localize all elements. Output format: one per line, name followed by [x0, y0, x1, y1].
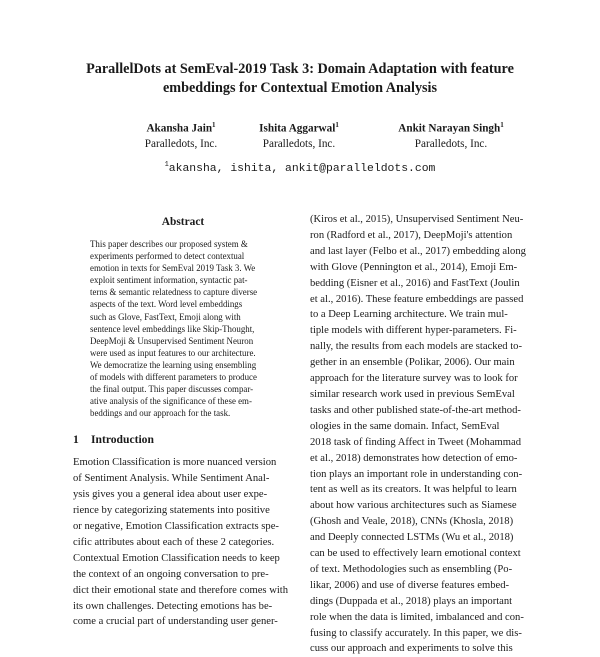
body-line: role when the data is limited, imbalanced and con- [310, 611, 524, 623]
body-line: of text. Methodologies such as ensembling (Po- [310, 563, 513, 575]
body-line: fusing to classify accurately. In this paper, we dis- [310, 627, 522, 639]
right-column [310, 212, 534, 657]
body-line: to a Deep Learning architecture. We train mul- [310, 309, 508, 321]
abstract-line: were used as input features to our architecture. [90, 347, 256, 358]
intro-line: dict their emotional state and therefore comes with [73, 584, 289, 596]
abstract-line: sentence level embeddings like Skip-Thought, [90, 323, 255, 334]
intro-line: Emotion Classification is more nuanced version [73, 457, 277, 469]
body-line: tasks and other published state-of-the-art method- [310, 404, 521, 416]
abstract-line: ative analysis of the significance of these em- [90, 396, 252, 407]
title-line: embeddings for Contextual Emotion Analysis [162, 80, 438, 96]
author-affiliation: Paralledots, Inc. [414, 137, 488, 150]
abstract-line: This paper describes our proposed system & [90, 239, 248, 249]
abstract-line: emotion in texts for SemEval 2019 Task 3. We [90, 263, 256, 274]
intro-line: the context of an ongoing conversation to pre- [73, 568, 269, 580]
abstract-line: We democratize the learning using ensembling [90, 359, 257, 370]
author-block [219, 118, 379, 152]
body-line: 2018 task of finding Affect in Tweet (Mohammad [310, 436, 521, 448]
body-line: et al., 2018) demonstrates how detection of emo- [310, 452, 518, 464]
abstract-line: experiments performed to detect contextual [90, 251, 245, 262]
abstract-line: aspects of the text. Word level embeddings [90, 299, 243, 310]
author-name: Akansha Jain$^1$ [146, 121, 216, 135]
intro-line: ysis gives you a general idea about user expe- [73, 489, 268, 501]
abstract-line: terns & semantic relatedness to capture diverse [90, 287, 258, 298]
intro-line: cific attributes about each of these 2 categories. [73, 536, 275, 548]
abstract-heading: Abstract [161, 216, 205, 228]
intro-line: or negative, Emotion Classification extracts spe- [73, 521, 279, 533]
author-block [371, 118, 531, 152]
author-affiliation: Paralledots, Inc. [144, 137, 218, 150]
intro-line: come a crucial part of understanding user gener- [73, 616, 278, 628]
author-name: Ankit Narayan Singh$^1$ [398, 121, 504, 135]
body-line: gether in an ensemble (Polikar, 2006). Our main [310, 357, 515, 369]
section-heading [73, 433, 293, 447]
section-number: 1 [73, 433, 79, 447]
abstract-line: such as Glove, FastText, Emoji along with [90, 311, 241, 322]
intro-line: its own challenges. Detecting emotions has be- [73, 600, 273, 612]
abstract-line: of models with different parameters to produce [90, 372, 257, 383]
abstract-line: DeepMoji & Unsupervised Sentiment Neuron [90, 335, 254, 346]
body-line: tent as well as its creators. It was helpful to learn [310, 484, 517, 496]
body-line: with Glove (Pennington et al., 2014), Emoji Em- [310, 261, 518, 273]
paper-title [60, 60, 540, 98]
body-line: and last layer (Felbo et al., 2017) embedding along [310, 245, 526, 257]
body-line: ologies in the same domain. Infact, SemEval [310, 420, 500, 432]
abstract-line: beddings and our approach for the task. [90, 408, 231, 419]
body-line: nally, the results from each models are stacked to- [310, 341, 522, 353]
introduction-text [73, 455, 293, 630]
intro-line: Contextual Emotion Classification needs to keep [73, 552, 280, 564]
author-emails: $^1$akansha, ishita, ankit@paralleldots.com [164, 161, 436, 175]
body-line: can be used to effectively learn emotional context [310, 548, 521, 560]
section-title: Introduction [91, 433, 154, 447]
author-affiliation: Paralledots, Inc. [262, 137, 336, 150]
intro-line: of Sentiment Analysis. While Sentiment Anal- [73, 473, 270, 485]
intro-line: rience by categorizing statements into positive [73, 505, 270, 517]
author-name: Ishita Aggarwal$^1$ [259, 121, 339, 135]
body-line: bedding (Eisner et al., 2016) and FastText (Joulin [310, 277, 520, 289]
body-line: ron (Radford et al., 2017), DeepMoji's attention [310, 229, 513, 241]
body-line: about how various architectures such as Siamese [310, 500, 517, 512]
abstract-line: exploit sentiment information, syntactic pat- [90, 275, 248, 286]
body-line: (Kiros et al., 2015), Unsupervised Sentiment Neu- [310, 214, 524, 225]
body-line: (Ghosh and Veale, 2018), CNNs (Khosla, 2018) [310, 516, 514, 528]
body-line: similar research work used in previous SemEval [310, 388, 515, 400]
body-line: et al., 2016). These feature embeddings are passed [310, 293, 524, 305]
body-line: approach for the literature survey was to look for [310, 373, 518, 385]
abstract-text [73, 238, 293, 419]
body-line: likar, 2006) and use of diverse features embed- [310, 579, 510, 591]
body-line: cuss our approach and experiments to solve this [310, 643, 513, 655]
left-column [73, 215, 293, 630]
body-line: tion plays an important role in understanding con- [310, 468, 523, 480]
body-line: dings (Duppada et al., 2018) plays an important [310, 595, 513, 607]
body-line: and Deeply connected LSTMs (Wu et al., 2018) [310, 532, 514, 544]
title-line: ParallelDots at SemEval-2019 Task 3: Domain Adaptation with feature [86, 61, 514, 77]
body-line: tiple models with different hyper-parameters. Fi- [310, 325, 517, 337]
abstract-line: the final output. This paper discusses compar- [90, 384, 254, 395]
